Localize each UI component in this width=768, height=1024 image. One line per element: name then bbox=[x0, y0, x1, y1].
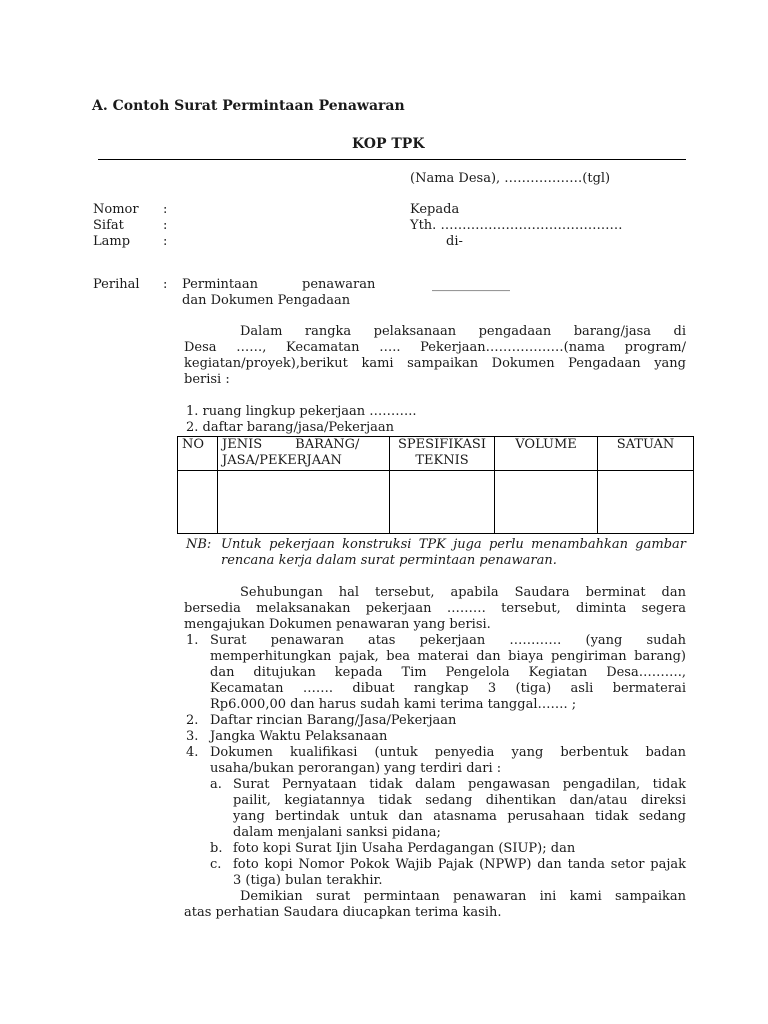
header-spesifikasi: SPESIFIKASI TEKNIS bbox=[390, 437, 495, 471]
table-cell[interactable] bbox=[390, 471, 495, 534]
perihal-word-1: Permintaan bbox=[182, 277, 259, 292]
sublist-text: 3 (tiga) bulan terakhir. bbox=[233, 873, 383, 888]
list-item-text: Daftar rincian Barang/Jasa/Pekerjaan bbox=[210, 713, 457, 728]
table-row bbox=[178, 471, 694, 534]
recipient-di: di- bbox=[446, 234, 463, 249]
scope-item: 1. ruang lingkup pekerjaan ……….. bbox=[186, 404, 417, 419]
meta-label-lamp: Lamp bbox=[93, 234, 131, 249]
list-item-text: Rp6.000,00 dan harus sudah kami terima tanggal……. ; bbox=[210, 697, 577, 712]
date-line: (Nama Desa), ………………(tgl) bbox=[410, 171, 611, 186]
nb-line: rencana kerja dalam surat permintaan penawaran. bbox=[221, 553, 557, 568]
meta-label-sifat: Sifat bbox=[93, 218, 124, 233]
followup-line: Sehubungan hal tersebut, apabila Saudara berminat dan bbox=[240, 585, 686, 600]
scope-item: 2. daftar barang/jasa/Pekerjaan bbox=[186, 420, 394, 435]
list-item-text: dan ditujukan kepada Tim Pengelola Kegiatan Desa………., bbox=[210, 665, 686, 680]
perihal-label: Perihal bbox=[93, 277, 140, 292]
nb-label: NB: bbox=[186, 537, 212, 552]
perihal-blank: ____________ bbox=[432, 277, 510, 292]
items-table bbox=[177, 436, 694, 534]
sublist-mark: c. bbox=[210, 857, 222, 872]
sublist-text: foto kopi Nomor Pokok Wajib Pajak (NPWP) dan tanda setor pajak bbox=[233, 857, 686, 872]
header-jenis: JENIS BARANG/ JASA/PEKERJAAN bbox=[218, 437, 390, 471]
sublist-text: Surat Pernyataan tidak dalam pengawasan pengadilan, tidak bbox=[233, 777, 686, 792]
sublist-text: dalam menjalani sanksi pidana; bbox=[233, 825, 441, 840]
meta-colon: : bbox=[163, 202, 168, 217]
perihal-line-2: dan Dokumen Pengadaan bbox=[182, 293, 351, 308]
sublist-text: yang bertindak untuk dan atasnama perusahaan tidak sedang bbox=[233, 809, 686, 824]
header-volume: VOLUME bbox=[495, 437, 598, 471]
list-number: 1. bbox=[186, 633, 199, 648]
perihal-colon: : bbox=[163, 277, 168, 292]
perihal-word-2: penawaran bbox=[302, 277, 376, 292]
intro-line: Desa ……, Kecamatan ….. Pekerjaan………………(nama program/ bbox=[184, 340, 686, 355]
intro-line: Dalam rangka pelaksanaan pengadaan barang/jasa di bbox=[240, 324, 686, 339]
list-item-text: Dokumen kualifikasi (untuk penyedia yang berbentuk badan bbox=[210, 745, 686, 760]
intro-line: berisi : bbox=[184, 372, 230, 387]
header-no: NO bbox=[178, 437, 218, 471]
table-cell[interactable] bbox=[598, 471, 694, 534]
nb-line: Untuk pekerjaan konstruksi TPK juga perlu menambahkan gambar bbox=[221, 537, 686, 552]
sublist-mark: b. bbox=[210, 841, 223, 856]
header-satuan: SATUAN bbox=[598, 437, 694, 471]
table-cell[interactable] bbox=[218, 471, 390, 534]
list-number: 4. bbox=[186, 745, 199, 760]
sublist-text: pailit, kegiatannya tidak sedang dihentikan dan/atau direksi bbox=[233, 793, 686, 808]
followup-line: mengajukan Dokumen penawaran yang berisi. bbox=[184, 617, 491, 632]
letterhead-title: KOP TPK bbox=[352, 136, 425, 152]
meta-colon: : bbox=[163, 234, 168, 249]
recipient-yth: Yth. …………………………………… bbox=[410, 218, 623, 233]
meta-colon: : bbox=[163, 218, 168, 233]
list-item-text: usaha/bukan perorangan) yang terdiri dari : bbox=[210, 761, 502, 776]
list-item-text: Surat penawaran atas pekerjaan ………… (yang sudah bbox=[210, 633, 686, 648]
list-item-text: Kecamatan ……. dibuat rangkap 3 (tiga) asli bermaterai bbox=[210, 681, 686, 696]
table-cell[interactable] bbox=[178, 471, 218, 534]
letterhead-divider bbox=[98, 159, 686, 160]
meta-label-nomor: Nomor bbox=[93, 202, 139, 217]
list-number: 2. bbox=[186, 713, 199, 728]
followup-line: bersedia melaksanakan pekerjaan ……… tersebut, diminta segera bbox=[184, 601, 686, 616]
closing-line: Demikian surat permintaan penawaran ini kami sampaikan bbox=[240, 889, 686, 904]
section-heading: A. Contoh Surat Permintaan Penawaran bbox=[92, 98, 405, 114]
closing-line: atas perhatian Saudara diucapkan terima kasih. bbox=[184, 905, 502, 920]
table-cell[interactable] bbox=[495, 471, 598, 534]
list-item-text: memperhitungkan pajak, bea materai dan biaya pengiriman barang) bbox=[210, 649, 686, 664]
list-item-text: Jangka Waktu Pelaksanaan bbox=[210, 729, 388, 744]
sublist-text: foto kopi Surat Ijin Usaha Perdagangan (SIUP); dan bbox=[233, 841, 576, 856]
recipient-kepada: Kepada bbox=[410, 202, 460, 217]
intro-line: kegiatan/proyek),berikut kami sampaikan Dokumen Pengadaan yang bbox=[184, 356, 686, 371]
sublist-mark: a. bbox=[210, 777, 222, 792]
table-header-row bbox=[178, 437, 694, 471]
list-number: 3. bbox=[186, 729, 199, 744]
